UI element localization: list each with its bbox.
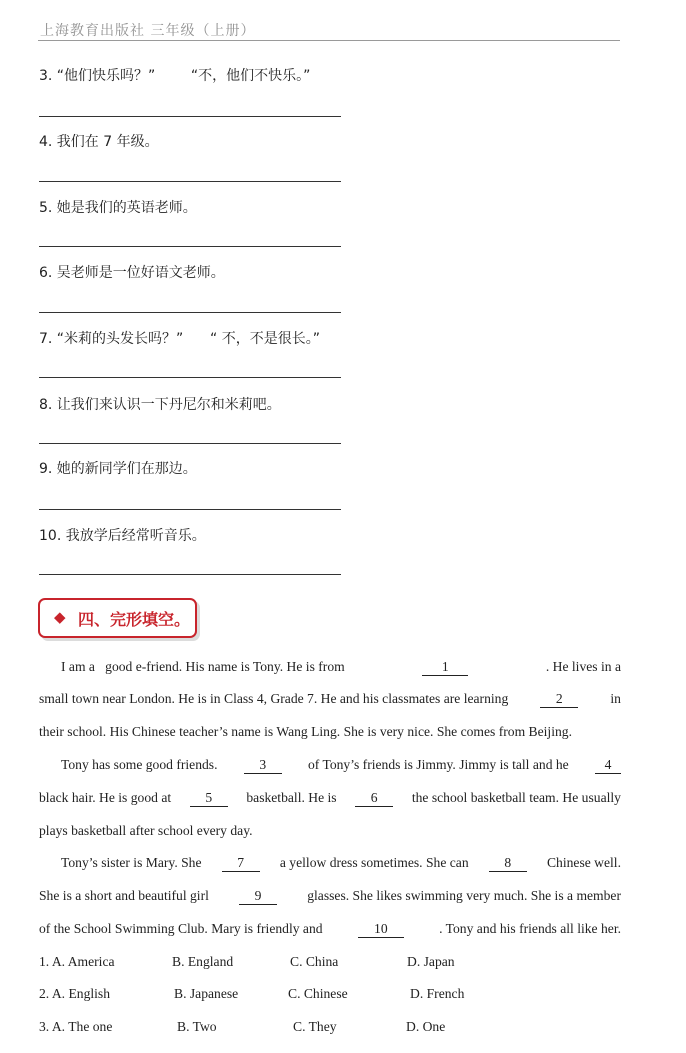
- answer-line-7[interactable]: [39, 377, 341, 378]
- question-9: 9. 她的新同学们在那边。: [39, 461, 197, 477]
- question-10: 10. 我放学后经常听音乐。: [39, 528, 206, 544]
- option-2-c[interactable]: C. Chinese: [288, 986, 348, 1001]
- answer-line-3[interactable]: [39, 116, 341, 117]
- option-1-b[interactable]: B. England: [172, 954, 234, 969]
- option-3-d[interactable]: D. One: [406, 1019, 446, 1034]
- answer-line-5[interactable]: [39, 246, 341, 247]
- question-7: 7. “米莉的头发长吗？” “ 不，不是很长。”: [39, 331, 320, 347]
- diamond-icon: ◆: [54, 608, 66, 626]
- answer-line-8[interactable]: [39, 443, 341, 444]
- blank-10[interactable]: 10: [358, 921, 404, 938]
- blank-7[interactable]: 7: [222, 855, 260, 872]
- question-8: 8. 让我们来认识一下丹尼尔和米莉吧。: [39, 397, 281, 413]
- question-4: 4. 我们在 7 年级。: [39, 134, 159, 150]
- passage-line: of the School Swimming Club. Mary is friendly and 10 . Tony and his friends all like her.: [39, 921, 621, 936]
- answer-line-4[interactable]: [39, 181, 341, 182]
- option-1-a[interactable]: 1. A. America: [39, 954, 115, 969]
- blank-6[interactable]: 6: [355, 790, 393, 807]
- blank-8[interactable]: 8: [489, 855, 527, 872]
- answer-line-6[interactable]: [39, 312, 341, 313]
- passage-line: Tony’s sister is Mary. She 7 a yellow dress sometimes. She can 8 Chinese well.: [61, 855, 621, 870]
- passage-line: their school. His Chinese teacher’s name is Wang Ling. She is very nice. She comes from Beijing.: [39, 724, 572, 739]
- blank-4[interactable]: 4: [595, 757, 621, 774]
- blank-5[interactable]: 5: [190, 790, 228, 807]
- answer-line-10[interactable]: [39, 574, 341, 575]
- passage-line: I am a good e-friend. His name is Tony. He is from 1 . He lives in a: [61, 659, 621, 674]
- question-6: 6. 吴老师是一位好语文老师。: [39, 265, 225, 281]
- option-1-c[interactable]: C. China: [290, 954, 339, 969]
- answer-line-9[interactable]: [39, 509, 341, 510]
- page-header: [38, 18, 620, 41]
- passage-line: small town near London. He is in Class 4, Grade 7. He and his classmates are learning 2 in: [39, 691, 621, 706]
- option-2-b[interactable]: B. Japanese: [174, 986, 239, 1001]
- passage-line: plays basketball after school every day.: [39, 823, 253, 838]
- option-3-b[interactable]: B. Two: [177, 1019, 217, 1034]
- option-2-a[interactable]: 2. A. English: [39, 986, 111, 1001]
- passage-line: black hair. He is good at 5 basketball. He is 6 the school basketball team. He usually: [39, 790, 621, 805]
- header-text: 上海教育出版社 三年级（上册）: [40, 23, 256, 39]
- option-3-a[interactable]: 3. A. The one: [39, 1019, 113, 1034]
- option-1-d[interactable]: D. Japan: [407, 954, 455, 969]
- passage-line: She is a short and beautiful girl 9 glasses. She likes swimming very much. She is a member: [39, 888, 621, 903]
- blank-2[interactable]: 2: [540, 691, 578, 708]
- section-heading-cloze: [38, 598, 197, 638]
- option-2-d[interactable]: D. French: [410, 986, 465, 1001]
- question-3: 3. “他们快乐吗？” “不，他们不快乐。”: [39, 68, 311, 84]
- section-title: 四、完形填空。: [78, 610, 191, 629]
- passage-line: Tony has some good friends. 3 of Tony’s friends is Jimmy. Jimmy is tall and he 4: [39, 756, 621, 774]
- option-3-c[interactable]: C. They: [293, 1019, 337, 1034]
- question-5: 5. 她是我们的英语老师。: [39, 200, 197, 216]
- blank-1[interactable]: 1: [422, 659, 468, 676]
- blank-3[interactable]: 3: [244, 757, 282, 774]
- blank-9[interactable]: 9: [239, 888, 277, 905]
